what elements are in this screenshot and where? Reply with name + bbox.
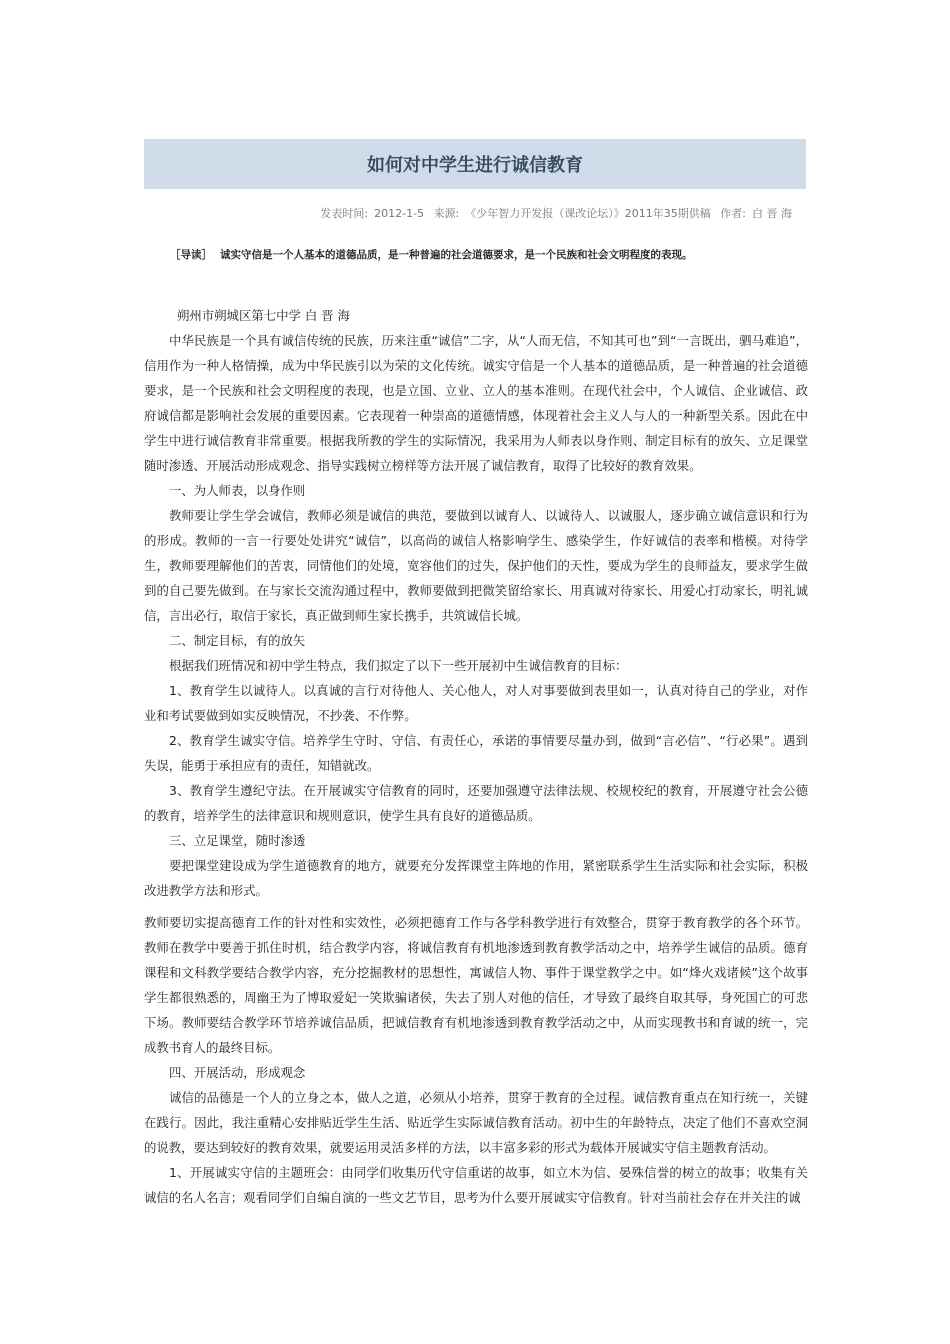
paragraph: 1、教育学生以诚待人。以真诚的言行对待他人、关心他人，对人对事要做到表里如一，认真对待自己的学业，对作业和考试要做到如实反映情况，不抄袭、不作弊。 bbox=[144, 683, 808, 723]
source-label: 来源: bbox=[433, 207, 460, 220]
paragraph: 1、开展诚实守信的主题班会：由同学们收集历代守信重诺的故事，如立木为信、晏殊信誉的树立的故事；收集有关诚信的名人名言；观看同学们自编自演的一些文艺节目，思考为什么要开展诚实守信教育。针对当前社会存在并关注的诚 bbox=[144, 1165, 808, 1205]
author-label: 作者: bbox=[720, 207, 746, 220]
publish-time-label: 发表时间: bbox=[320, 207, 369, 220]
paragraph: 2、教育学生诚实守信。培养学生守时、守信、有责任心，承诺的事情要尽量办到，做到“言必信”、“行必果”。遇到失误，能勇于承担应有的责任，知错就改。 bbox=[144, 733, 808, 773]
author: 白 晋 海 bbox=[752, 207, 792, 220]
paragraph: 根据我们班情况和初中学生特点，我们拟定了以下一些开展初中生诚信教育的目标： bbox=[169, 658, 628, 673]
page-title: 如何对中学生进行诚信教育 bbox=[367, 155, 583, 176]
paragraph: 教师要切实提高德育工作的针对性和实效性，必须把德育工作与各学科教学进行有效整合，贯穿于教育教学的各个环节。教师在教学中要善于抓住时机，结合教学内容，将诚信教育有机地渗透到教育教学活动之中，培养学生诚信的品质。德育课程和文科教学要结合教学内容，充分挖掘教材的思想性，寓诚信人物、事件于课堂教学之中。如“烽火戏诸候”这个故事学生都很熟悉的，周幽王为了博取爱妃一笑欺骗诸侯，失去了别人对他的信任，才导致了最终自取其辱，身死国亡的可悲下场。教师要结合教学环节培养诚信品质，把诚信教育有机地渗透到教育教学活动之中，从而实现教书和育诚的统一，完成教书育人的最终目标。 bbox=[144, 915, 808, 1055]
section-heading: 一、为人师表，以身作则 bbox=[169, 483, 306, 498]
paragraph: 诚信的品德是一个人的立身之本，做人之道，必须从小培养，贯穿于教育的全过程。诚信教育重点在知行统一，关键在践行。因此，我注重精心安排贴近学生生活、贴近学生实际诚信教育活动。初中生的年龄特点，决定了他们不喜欢空洞的说教，要达到较好的教育效果，就要运用灵活多样的方法，以丰富多彩的形式为载体开展诚实守信主题教育活动。 bbox=[144, 1090, 808, 1155]
title-banner bbox=[144, 139, 806, 189]
publish-time: 2012-1-5 bbox=[374, 207, 425, 220]
paragraph: 教师要让学生学会诚信，教师必须是诚信的典范，要做到以诚育人、以诚待人、以诚服人，逐步确立诚信意识和行为的形成。教师的一言一行要处处讲究“诚信”，以高尚的诚信人格影响学生、感染学生，作好诚信的表率和楷模。对待学生，教师要理解他们的苦衷，同情他们的处境，宽容他们的过失，保护他们的天性，要成为学生的良师益友，要求学生做到的自己要先做到。在与家长交流沟通过程中，教师要做到把微笑留给家长、用真诚对待家长、用爱心打动家长，明礼诚信，言出必行，取信于家长，真正做到师生家长携手，共筑诚信长城。 bbox=[144, 508, 808, 623]
paragraph: 中华民族是一个具有诚信传统的民族，历来注重“诚信”二字，从“人而无信，不知其可也”到“一言既出，驷马难追”，信用作为一种人格情操，成为中华民族引以为荣的文化传统。诚实守信是一个人基本的道德品质，是一种普遍的社会道德要求，是一个民族和社会文明程度的表现，也是立国、立业、立人的基本准则。在现代社会中，个人诚信、企业诚信、政府诚信都是影响社会发展的重要因素。它表现着一种崇高的道德情感，体现着社会主义人与人的一种新型关系。因此在中学生中进行诚信教育非常重要。根据我所教的学生的实际情况，我采用为人师表以身作则、制定目标有的放矢、立足课堂随时渗透、开展活动形成观念、指导实践树立榜样等方法开展了诚信教育，取得了比较好的教育效果。 bbox=[144, 333, 808, 473]
section-heading: 四、开展活动，形成观念 bbox=[169, 1065, 306, 1080]
section-heading: 二、制定目标，有的放矢 bbox=[169, 633, 306, 648]
author-affiliation: 朔州市朔城区第七中学 白 晋 海 bbox=[177, 308, 350, 323]
lead-summary bbox=[170, 247, 800, 262]
lead-tag: ［导读］ bbox=[170, 249, 212, 261]
paragraph: 要把课堂建设成为学生道德教育的地方，就要充分发挥课堂主阵地的作用，紧密联系学生生活实际和社会实际，积极改进教学方法和形式。 bbox=[144, 858, 808, 898]
paragraph: 3、教育学生遵纪守法。在开展诚实守信教育的同时，还要加强遵守法律法规、校规校纪的教育，开展遵守社会公德的教育，培养学生的法律意识和规则意识，使学生具有良好的道德品质。 bbox=[144, 783, 808, 823]
lead-text: 诚实守信是一个人基本的道德品质，是一种普遍的社会道德要求，是一个民族和社会文明程度的表现。 bbox=[220, 249, 693, 261]
article-body bbox=[144, 303, 808, 1210]
section-heading: 三、立足课堂，随时渗透 bbox=[169, 833, 306, 848]
article-meta bbox=[314, 205, 792, 221]
source: 《少年智力开发报（课改论坛）》2011年35期供稿 bbox=[465, 207, 711, 220]
